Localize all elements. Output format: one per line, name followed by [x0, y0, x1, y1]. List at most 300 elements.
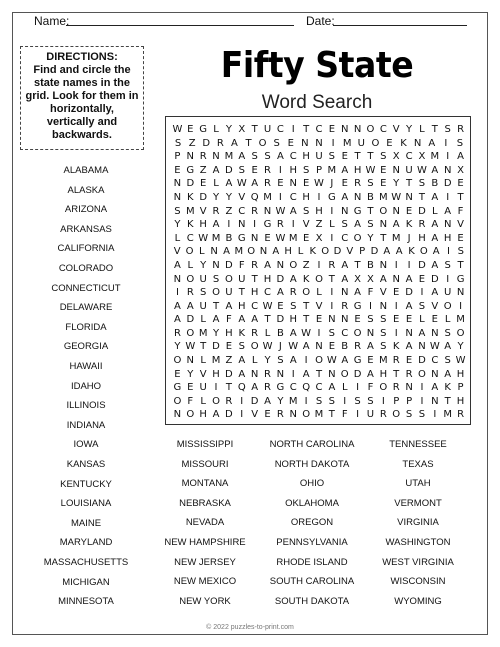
grid-letter[interactable]: L — [187, 259, 194, 271]
grid-letter[interactable]: J — [278, 341, 282, 353]
grid-letter[interactable]: D — [418, 205, 426, 217]
grid-letter[interactable]: Y — [367, 232, 374, 244]
grid-letter[interactable]: E — [225, 341, 233, 353]
grid-letter[interactable]: B — [431, 178, 439, 190]
grid-letter[interactable]: O — [173, 355, 182, 367]
grid-letter[interactable]: W — [198, 232, 209, 244]
grid-letter[interactable]: I — [447, 246, 450, 258]
grid-letter[interactable]: G — [173, 382, 182, 394]
grid-letter[interactable]: A — [251, 382, 259, 394]
grid-letter[interactable]: O — [289, 259, 298, 271]
grid-letter[interactable]: O — [224, 273, 233, 285]
grid-letter[interactable]: A — [354, 287, 362, 299]
grid-letter[interactable]: S — [457, 246, 464, 258]
grid-letter[interactable]: K — [392, 341, 400, 353]
grid-letter[interactable]: A — [431, 219, 439, 231]
grid-letter[interactable]: C — [289, 382, 297, 394]
grid-letter[interactable]: R — [457, 124, 465, 135]
grid-letter[interactable]: N — [379, 300, 388, 312]
grid-letter[interactable]: A — [444, 341, 452, 353]
grid-letter[interactable]: A — [231, 137, 238, 149]
grid-letter[interactable]: O — [315, 273, 323, 285]
grid-letter[interactable]: H — [379, 368, 388, 380]
grid-letter[interactable]: A — [367, 368, 374, 380]
grid-letter[interactable]: U — [199, 273, 207, 285]
grid-letter[interactable]: G — [186, 164, 195, 176]
grid-letter[interactable]: C — [264, 287, 271, 299]
grid-letter[interactable]: X — [367, 273, 374, 285]
grid-letter[interactable]: T — [328, 409, 335, 421]
grid-letter[interactable]: L — [444, 314, 451, 326]
grid-letter[interactable]: R — [392, 382, 400, 394]
grid-letter[interactable]: T — [431, 124, 438, 135]
date-field[interactable] — [333, 25, 467, 26]
grid-letter[interactable]: R — [173, 327, 181, 339]
grid-letter[interactable]: H — [353, 164, 362, 176]
grid-letter[interactable]: M — [342, 137, 352, 149]
grid-letter[interactable]: O — [419, 246, 428, 258]
grid-letter[interactable]: U — [444, 287, 452, 299]
grid-letter[interactable]: D — [250, 395, 259, 407]
grid-letter[interactable]: U — [315, 151, 323, 163]
grid-letter[interactable]: E — [457, 232, 464, 244]
grid-letter[interactable]: R — [276, 409, 284, 421]
grid-letter[interactable]: W — [288, 341, 299, 353]
grid-letter[interactable]: I — [446, 191, 450, 203]
grid-letter[interactable]: S — [380, 151, 387, 163]
grid-letter[interactable]: R — [264, 178, 271, 190]
grid-letter[interactable]: N — [431, 327, 439, 339]
grid-letter[interactable]: H — [199, 219, 207, 231]
grid-letter[interactable]: N — [259, 246, 268, 258]
grid-letter[interactable]: R — [354, 178, 362, 190]
grid-letter[interactable]: H — [315, 205, 323, 217]
grid-letter[interactable]: N — [276, 259, 285, 271]
grid-letter[interactable]: N — [431, 368, 439, 380]
grid-letter[interactable]: A — [223, 246, 230, 258]
grid-letter[interactable]: V — [315, 300, 323, 312]
grid-letter[interactable]: S — [444, 259, 451, 271]
grid-letter[interactable]: A — [431, 191, 439, 203]
grid-letter[interactable]: O — [185, 246, 194, 258]
grid-letter[interactable]: I — [330, 287, 334, 299]
grid-letter[interactable]: L — [200, 395, 206, 407]
grid-letter[interactable]: A — [383, 246, 391, 258]
grid-letter[interactable]: T — [303, 314, 310, 326]
grid-letter[interactable]: W — [391, 191, 402, 203]
grid-letter[interactable]: N — [340, 287, 349, 299]
grid-letter[interactable]: A — [444, 368, 452, 380]
grid-letter[interactable]: V — [392, 124, 400, 135]
grid-letter[interactable]: M — [327, 164, 337, 176]
grid-letter[interactable]: A — [302, 368, 310, 380]
grid-letter[interactable]: D — [225, 259, 233, 271]
grid-letter[interactable]: K — [302, 273, 310, 285]
grid-letter[interactable]: D — [199, 191, 208, 203]
grid-letter[interactable]: S — [354, 395, 361, 407]
grid-letter[interactable]: I — [343, 395, 347, 407]
grid-letter[interactable]: I — [433, 409, 437, 421]
grid-letter[interactable]: Y — [406, 124, 413, 135]
grid-letter[interactable]: D — [225, 409, 233, 421]
grid-letter[interactable]: T — [251, 273, 258, 285]
grid-letter[interactable]: S — [328, 327, 336, 339]
grid-letter[interactable]: R — [186, 287, 194, 299]
grid-letter[interactable]: Y — [212, 191, 220, 203]
grid-letter[interactable]: A — [289, 355, 297, 367]
grid-letter[interactable]: O — [186, 327, 195, 339]
grid-letter[interactable]: O — [212, 395, 220, 407]
grid-letter[interactable]: E — [264, 232, 271, 244]
grid-letter[interactable]: F — [367, 287, 374, 299]
grid-letter[interactable]: M — [288, 395, 298, 407]
grid-letter[interactable]: F — [238, 259, 245, 271]
grid-letter[interactable]: A — [264, 395, 271, 407]
grid-letter[interactable]: A — [212, 219, 220, 231]
grid-letter[interactable]: O — [302, 409, 311, 421]
grid-letter[interactable]: N — [340, 314, 349, 326]
grid-letter[interactable]: H — [289, 164, 298, 176]
grid-letter[interactable]: D — [353, 368, 362, 380]
grid-letter[interactable]: I — [446, 151, 450, 163]
grid-letter[interactable]: W — [275, 232, 286, 244]
grid-letter[interactable]: N — [392, 273, 400, 285]
grid-letter[interactable]: L — [174, 232, 181, 244]
grid-letter[interactable]: N — [405, 191, 413, 203]
grid-letter[interactable]: I — [304, 355, 308, 367]
grid-letter[interactable]: T — [238, 287, 245, 299]
grid-letter[interactable]: S — [444, 327, 451, 339]
grid-letter[interactable]: N — [173, 273, 182, 285]
grid-letter[interactable]: N — [328, 314, 336, 326]
grid-letter[interactable]: Z — [188, 137, 196, 149]
grid-letter[interactable]: K — [238, 327, 246, 339]
grid-letter[interactable]: L — [419, 124, 425, 135]
grid-letter[interactable]: A — [405, 273, 413, 285]
grid-letter[interactable]: X — [354, 273, 362, 285]
grid-letter[interactable]: L — [316, 287, 322, 299]
grid-letter[interactable]: C — [341, 327, 349, 339]
grid-letter[interactable]: C — [341, 232, 349, 244]
grid-letter[interactable]: I — [356, 382, 360, 394]
grid-letter[interactable]: O — [443, 300, 452, 312]
grid-letter[interactable]: I — [278, 164, 282, 176]
grid-letter[interactable]: Q — [250, 191, 259, 203]
grid-letter[interactable]: D — [225, 164, 233, 176]
grid-letter[interactable]: A — [238, 355, 246, 367]
grid-letter[interactable]: I — [253, 219, 257, 231]
grid-letter[interactable]: H — [302, 151, 310, 163]
grid-letter[interactable]: S — [238, 341, 245, 353]
grid-letter[interactable]: N — [328, 368, 336, 380]
grid-letter[interactable]: A — [302, 341, 310, 353]
grid-letter[interactable]: E — [380, 178, 387, 190]
grid-letter[interactable]: D — [202, 137, 211, 149]
grid-letter[interactable]: S — [367, 314, 374, 326]
grid-letter[interactable]: I — [227, 219, 231, 231]
grid-letter[interactable]: N — [392, 164, 400, 176]
grid-letter[interactable]: A — [276, 151, 284, 163]
grid-letter[interactable]: C — [405, 151, 413, 163]
grid-letter[interactable]: D — [212, 341, 220, 353]
grid-letter[interactable]: M — [456, 314, 465, 326]
grid-letter[interactable]: S — [302, 164, 310, 176]
grid-letter[interactable]: N — [186, 151, 195, 163]
grid-letter[interactable]: F — [457, 205, 464, 217]
grid-letter[interactable]: L — [199, 246, 205, 258]
grid-letter[interactable]: C — [379, 124, 387, 135]
grid-letter[interactable]: N — [212, 151, 220, 163]
grid-letter[interactable]: N — [289, 178, 297, 190]
grid-letter[interactable]: Y — [457, 341, 464, 353]
grid-letter[interactable]: E — [302, 178, 310, 190]
grid-letter[interactable]: O — [366, 124, 375, 135]
grid-letter[interactable]: M — [391, 232, 401, 244]
grid-letter[interactable]: A — [276, 287, 284, 299]
grid-letter[interactable]: N — [353, 124, 362, 135]
grid-letter[interactable]: I — [459, 300, 463, 312]
grid-letter[interactable]: R — [354, 341, 362, 353]
grid-letter[interactable]: O — [315, 355, 323, 367]
grid-letter[interactable]: C — [186, 232, 194, 244]
grid-letter[interactable]: W — [236, 178, 247, 190]
grid-letter[interactable]: L — [213, 124, 219, 135]
grid-letter[interactable]: S — [444, 355, 451, 367]
grid-letter[interactable]: S — [251, 151, 258, 163]
grid-letter[interactable]: Y — [187, 368, 194, 380]
grid-letter[interactable]: Y — [174, 219, 181, 231]
grid-letter[interactable]: A — [444, 205, 452, 217]
grid-letter[interactable]: A — [431, 287, 439, 299]
grid-letter[interactable]: I — [214, 382, 218, 394]
grid-letter[interactable]: A — [328, 382, 336, 394]
grid-letter[interactable]: N — [379, 219, 388, 231]
grid-letter[interactable]: E — [418, 273, 426, 285]
grid-letter[interactable]: N — [418, 341, 426, 353]
grid-letter[interactable]: F — [226, 314, 232, 326]
grid-letter[interactable]: C — [289, 191, 297, 203]
grid-letter[interactable]: J — [407, 232, 411, 244]
grid-letter[interactable]: N — [210, 246, 218, 258]
grid-letter[interactable]: I — [444, 137, 448, 149]
grid-letter[interactable]: S — [290, 300, 297, 312]
grid-letter[interactable]: E — [341, 178, 348, 190]
grid-letter[interactable]: A — [174, 300, 181, 312]
grid-letter[interactable]: L — [341, 382, 348, 394]
grid-letter[interactable]: A — [457, 151, 464, 163]
grid-letter[interactable]: O — [302, 287, 311, 299]
grid-letter[interactable]: H — [263, 273, 272, 285]
grid-letter[interactable]: S — [456, 137, 464, 149]
grid-letter[interactable]: S — [315, 395, 323, 407]
grid-letter[interactable]: A — [341, 273, 349, 285]
grid-letter[interactable]: T — [245, 137, 252, 149]
grid-letter[interactable]: Z — [302, 259, 310, 271]
grid-letter[interactable]: A — [174, 259, 181, 271]
grid-letter[interactable]: N — [443, 219, 452, 231]
grid-letter[interactable]: O — [186, 273, 195, 285]
grid-letter[interactable]: A — [431, 164, 439, 176]
grid-letter[interactable]: G — [199, 124, 208, 135]
grid-letter[interactable]: E — [354, 314, 361, 326]
grid-letter[interactable]: Z — [315, 219, 323, 231]
grid-letter[interactable]: E — [315, 314, 323, 326]
grid-letter[interactable]: K — [187, 219, 194, 231]
grid-letter[interactable]: I — [407, 259, 411, 271]
grid-letter[interactable]: N — [413, 137, 422, 149]
grid-letter[interactable]: X — [457, 164, 464, 176]
grid-letter[interactable]: N — [212, 259, 220, 271]
grid-letter[interactable]: B — [367, 191, 374, 203]
grid-letter[interactable]: N — [173, 191, 182, 203]
name-field[interactable] — [66, 25, 294, 26]
grid-letter[interactable]: I — [240, 409, 244, 421]
grid-letter[interactable]: H — [443, 232, 452, 244]
grid-letter[interactable]: O — [379, 205, 388, 217]
grid-letter[interactable]: N — [379, 259, 388, 271]
grid-letter[interactable]: A — [405, 341, 413, 353]
grid-letter[interactable]: E — [287, 137, 294, 149]
grid-letter[interactable]: C — [276, 124, 284, 135]
grid-letter[interactable]: T — [303, 124, 310, 135]
grid-letter[interactable]: L — [264, 327, 271, 339]
grid-letter[interactable]: A — [395, 246, 403, 258]
grid-letter[interactable]: S — [418, 300, 426, 312]
grid-letter[interactable]: T — [225, 382, 232, 394]
grid-letter[interactable]: C — [431, 355, 439, 367]
grid-letter[interactable]: I — [368, 300, 372, 312]
grid-letter[interactable]: P — [315, 164, 323, 176]
grid-letter[interactable]: K — [187, 191, 194, 203]
grid-letter[interactable]: E — [264, 409, 271, 421]
grid-letter[interactable]: N — [173, 409, 182, 421]
grid-letter[interactable]: O — [353, 232, 362, 244]
grid-letter[interactable]: I — [175, 287, 179, 299]
grid-letter[interactable]: O — [418, 368, 426, 380]
grid-letter[interactable]: M — [443, 409, 452, 421]
grid-letter[interactable]: I — [381, 395, 385, 407]
grid-letter[interactable]: I — [317, 259, 321, 271]
grid-letter[interactable]: A — [212, 314, 220, 326]
grid-letter[interactable]: V — [431, 300, 439, 312]
grid-letter[interactable]: R — [251, 327, 259, 339]
grid-letter[interactable]: E — [187, 382, 194, 394]
grid-letter[interactable]: R — [418, 219, 426, 231]
grid-letter[interactable]: S — [380, 314, 387, 326]
grid-letter[interactable]: N — [186, 355, 195, 367]
grid-letter[interactable]: S — [264, 151, 271, 163]
grid-letter[interactable]: M — [314, 409, 324, 421]
grid-letter[interactable]: S — [444, 124, 451, 135]
grid-letter[interactable]: W — [417, 164, 427, 176]
grid-letter[interactable]: A — [431, 382, 439, 394]
grid-letter[interactable]: K — [309, 246, 317, 258]
grid-letter[interactable]: O — [456, 327, 465, 339]
grid-letter[interactable]: S — [380, 327, 387, 339]
grid-letter[interactable]: E — [405, 205, 413, 217]
grid-letter[interactable]: M — [379, 191, 388, 203]
grid-letter[interactable]: O — [186, 409, 195, 421]
grid-letter[interactable]: I — [420, 395, 424, 407]
grid-letter[interactable]: V — [173, 246, 181, 258]
grid-letter[interactable]: A — [212, 409, 220, 421]
grid-letter[interactable]: A — [264, 259, 271, 271]
grid-letter[interactable]: T — [418, 191, 425, 203]
grid-letter[interactable]: T — [406, 178, 413, 190]
grid-letter[interactable]: N — [289, 409, 297, 421]
grid-letter[interactable]: R — [289, 287, 297, 299]
grid-letter[interactable]: W — [262, 300, 273, 312]
grid-letter[interactable]: M — [430, 151, 440, 163]
grid-letter[interactable]: B — [367, 259, 374, 271]
grid-letter[interactable]: N — [353, 191, 362, 203]
grid-letter[interactable]: P — [457, 382, 464, 394]
grid-letter[interactable]: S — [238, 164, 245, 176]
grid-letter[interactable]: A — [225, 300, 233, 312]
grid-letter[interactable]: W — [185, 341, 196, 353]
grid-letter[interactable]: W — [314, 178, 324, 190]
grid-letter[interactable]: A — [431, 259, 439, 271]
grid-letter[interactable]: R — [225, 395, 233, 407]
grid-letter[interactable]: H — [456, 395, 465, 407]
grid-letter[interactable]: A — [431, 232, 439, 244]
grid-letter[interactable]: K — [408, 246, 415, 258]
grid-letter[interactable]: T — [264, 314, 271, 326]
grid-letter[interactable]: T — [457, 191, 464, 203]
grid-letter[interactable]: A — [379, 273, 387, 285]
grid-letter[interactable]: N — [340, 124, 349, 135]
grid-letter[interactable]: O — [250, 341, 259, 353]
grid-letter[interactable]: F — [187, 395, 194, 407]
grid-letter[interactable]: N — [315, 137, 323, 149]
grid-letter[interactable]: A — [238, 151, 246, 163]
grid-letter[interactable]: A — [251, 178, 259, 190]
grid-letter[interactable]: N — [173, 178, 182, 190]
grid-letter[interactable]: A — [289, 205, 297, 217]
grid-letter[interactable]: R — [457, 409, 465, 421]
grid-letter[interactable]: M — [185, 205, 195, 217]
grid-letter[interactable]: E — [302, 232, 310, 244]
grid-letter[interactable]: R — [392, 355, 400, 367]
grid-letter[interactable]: T — [367, 151, 374, 163]
grid-letter[interactable]: T — [367, 205, 374, 217]
grid-letter[interactable]: O — [379, 382, 388, 394]
grid-letter[interactable]: T — [315, 368, 323, 380]
grid-letter[interactable]: U — [199, 300, 207, 312]
grid-letter[interactable]: M — [198, 327, 208, 339]
grid-letter[interactable]: W — [262, 341, 273, 353]
grid-letter[interactable]: T — [380, 232, 387, 244]
grid-letter[interactable]: B — [341, 341, 349, 353]
grid-letter[interactable]: T — [393, 368, 400, 380]
grid-letter[interactable]: H — [250, 287, 259, 299]
grid-letter[interactable]: A — [251, 314, 259, 326]
grid-letter[interactable]: L — [419, 314, 425, 326]
grid-letter[interactable]: E — [457, 178, 464, 190]
grid-letter[interactable]: T — [354, 259, 361, 271]
grid-letter[interactable]: H — [302, 191, 310, 203]
grid-letter[interactable]: N — [250, 368, 259, 380]
grid-letter[interactable]: U — [238, 273, 246, 285]
grid-letter[interactable]: A — [238, 368, 246, 380]
grid-letter[interactable]: A — [367, 341, 374, 353]
grid-letter[interactable]: B — [225, 232, 233, 244]
grid-letter[interactable]: E — [393, 314, 400, 326]
grid-letter[interactable]: Y — [200, 259, 207, 271]
grid-letter[interactable]: S — [302, 205, 310, 217]
grid-letter[interactable]: H — [456, 368, 465, 380]
grid-letter[interactable]: A — [405, 300, 413, 312]
